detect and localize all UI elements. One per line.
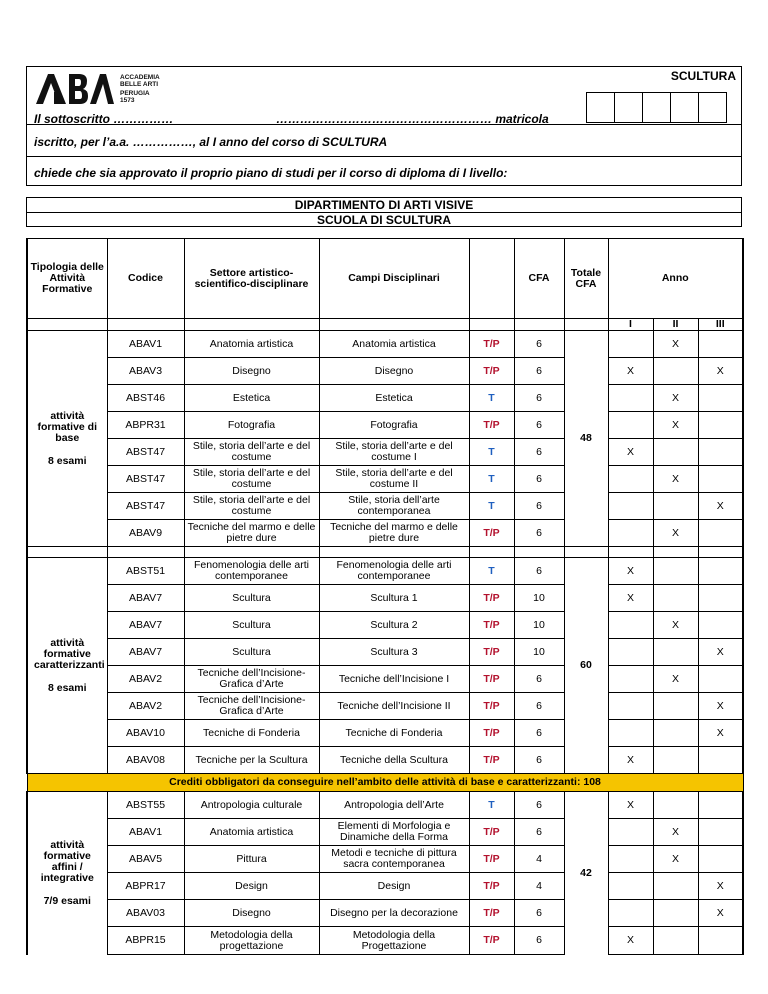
anno-mark-cell — [653, 558, 698, 585]
settore-cell: Stile, storia dell’arte e del costume — [184, 493, 319, 520]
codice-cell: ABAV1 — [107, 819, 184, 846]
spacer-cell — [107, 547, 184, 558]
anno-mark-cell — [698, 520, 743, 547]
campo-cell: Tecniche dell’Incisione II — [319, 693, 469, 720]
anno-mark-cell — [698, 439, 743, 466]
anno-mark-cell: X — [608, 585, 653, 612]
matricola-line: ……………………………………………… matricola — [276, 112, 549, 126]
subheader-blank — [469, 319, 514, 331]
codice-cell: ABAV2 — [107, 693, 184, 720]
settore-cell: Anatomia artistica — [184, 819, 319, 846]
settore-cell: Fenomenologia delle arti contemporanee — [184, 558, 319, 585]
cfa-cell: 6 — [514, 819, 564, 846]
tipo-cell: T/P — [469, 666, 514, 693]
matricola-box[interactable] — [670, 92, 699, 123]
tipo-cell: T/P — [469, 585, 514, 612]
anno-mark-cell: X — [653, 666, 698, 693]
settore-cell: Design — [184, 873, 319, 900]
anno-mark-cell — [653, 900, 698, 927]
table-row — [27, 666, 743, 693]
spacer-cell — [469, 547, 514, 558]
anno-mark-cell — [608, 693, 653, 720]
anno-mark-cell: X — [698, 493, 743, 520]
codice-cell: ABPR15 — [107, 927, 184, 955]
anno-mark-cell — [698, 466, 743, 493]
anno-mark-cell: X — [608, 927, 653, 955]
col-anno-iii: III — [698, 319, 743, 331]
campo-cell: Scultura 3 — [319, 639, 469, 666]
campo-cell: Estetica — [319, 385, 469, 412]
school-title: SCUOLA DI SCULTURA — [27, 212, 741, 226]
cfa-cell: 6 — [514, 900, 564, 927]
matricola-box[interactable] — [614, 92, 643, 123]
anno-mark-cell — [698, 846, 743, 873]
settore-cell: Scultura — [184, 639, 319, 666]
campo-cell: Anatomia artistica — [319, 331, 469, 358]
cfa-cell: 6 — [514, 493, 564, 520]
anno-mark-cell — [653, 358, 698, 385]
tipo-cell: T — [469, 558, 514, 585]
anno-mark-cell: X — [608, 747, 653, 774]
table-row — [27, 900, 743, 927]
spacer-cell — [514, 547, 564, 558]
subheader-blank — [107, 319, 184, 331]
anno-mark-cell: X — [653, 412, 698, 439]
anno-mark-cell — [608, 412, 653, 439]
anno-mark-cell — [653, 927, 698, 955]
table-row — [27, 639, 743, 666]
spacer-cell — [608, 547, 653, 558]
tipo-cell: T/P — [469, 927, 514, 955]
settore-cell: Tecniche di Fonderia — [184, 720, 319, 747]
anno-mark-cell: X — [653, 846, 698, 873]
school-label: SCULTURA — [670, 69, 736, 83]
campo-cell: Stile, storia dell’arte e del costume I — [319, 439, 469, 466]
cfa-cell: 10 — [514, 639, 564, 666]
codice-cell: ABAV5 — [107, 846, 184, 873]
cfa-cell: 10 — [514, 612, 564, 639]
anno-mark-cell — [653, 873, 698, 900]
codice-cell: ABAV2 — [107, 666, 184, 693]
codice-cell: ABAV03 — [107, 900, 184, 927]
anno-mark-cell — [698, 666, 743, 693]
logo-line-1: ACCADEMIA — [120, 74, 160, 81]
settore-cell: Scultura — [184, 585, 319, 612]
codice-cell: ABST47 — [107, 493, 184, 520]
campo-cell: Tecniche del marmo e delle pietre dure — [319, 520, 469, 547]
anno-mark-cell: X — [698, 358, 743, 385]
group-total: 48 — [564, 331, 608, 547]
cfa-cell: 6 — [514, 358, 564, 385]
anno-mark-cell: X — [653, 520, 698, 547]
table-row — [27, 612, 743, 639]
cfa-cell: 6 — [514, 385, 564, 412]
col-anno: Anno — [608, 239, 743, 319]
anno-mark-cell — [608, 666, 653, 693]
credits-row — [27, 774, 743, 792]
anno-mark-cell — [698, 558, 743, 585]
anno-mark-cell — [698, 385, 743, 412]
codice-cell: ABAV10 — [107, 720, 184, 747]
cfa-cell: 6 — [514, 466, 564, 493]
tipo-cell: T/P — [469, 846, 514, 873]
tipo-cell: T/P — [469, 819, 514, 846]
campo-cell: Fenomenologia delle arti contemporanee — [319, 558, 469, 585]
cfa-cell: 6 — [514, 693, 564, 720]
settore-cell: Disegno — [184, 900, 319, 927]
table-row — [27, 720, 743, 747]
logo-line-2: BELLE ARTI — [120, 81, 159, 88]
matricola-box[interactable] — [642, 92, 671, 123]
matricola-box[interactable] — [698, 92, 727, 123]
campo-cell: Scultura 2 — [319, 612, 469, 639]
iscritto-line: iscritto, per l’a.a. ……………, al I anno del corso di SCULTURA — [34, 135, 388, 149]
cfa-cell: 6 — [514, 747, 564, 774]
col-anno-ii: II — [653, 319, 698, 331]
codice-cell: ABAV1 — [107, 331, 184, 358]
anno-mark-cell — [698, 792, 743, 819]
tipo-cell: T/P — [469, 693, 514, 720]
logo-line-3: PERUGIA — [120, 90, 150, 97]
cfa-cell: 4 — [514, 873, 564, 900]
codice-cell: ABST51 — [107, 558, 184, 585]
anno-mark-cell — [608, 639, 653, 666]
campo-cell: Design — [319, 873, 469, 900]
campo-cell: Tecniche di Fonderia — [319, 720, 469, 747]
group-title: attività formative affini / integrative — [40, 838, 94, 884]
anno-mark-cell — [653, 585, 698, 612]
settore-cell: Fotografia — [184, 412, 319, 439]
campo-cell: Stile, storia dell’arte e del costume II — [319, 466, 469, 493]
codice-cell: ABPR31 — [107, 412, 184, 439]
table-row — [27, 466, 743, 493]
cfa-cell: 6 — [514, 520, 564, 547]
settore-cell: Anatomia artistica — [184, 331, 319, 358]
campo-cell: Fotografia — [319, 412, 469, 439]
table-row — [27, 846, 743, 873]
settore-cell: Tecniche dell’Incisione-Grafica d’Arte — [184, 666, 319, 693]
settore-cell: Antropologia culturale — [184, 792, 319, 819]
anno-mark-cell — [608, 520, 653, 547]
subheader-blank — [184, 319, 319, 331]
anno-mark-cell — [698, 412, 743, 439]
settore-cell: Metodologia della progettazione — [184, 927, 319, 955]
table-row — [27, 520, 743, 547]
anno-mark-cell: X — [653, 819, 698, 846]
table-row — [27, 385, 743, 412]
anno-mark-cell — [608, 819, 653, 846]
spacer-cell — [653, 547, 698, 558]
codice-cell: ABAV3 — [107, 358, 184, 385]
anno-mark-cell — [608, 331, 653, 358]
anno-mark-cell — [653, 693, 698, 720]
cfa-cell: 6 — [514, 439, 564, 466]
group-label — [27, 792, 107, 955]
codice-cell: ABAV7 — [107, 639, 184, 666]
tipo-cell: T — [469, 439, 514, 466]
anno-mark-cell: X — [608, 792, 653, 819]
group-total: 60 — [564, 558, 608, 774]
group-total: 42 — [564, 792, 608, 955]
tipo-cell: T — [469, 792, 514, 819]
codice-cell: ABST47 — [107, 439, 184, 466]
table-row — [27, 747, 743, 774]
campo-cell: Scultura 1 — [319, 585, 469, 612]
subheader-blank — [564, 319, 608, 331]
subheader-blank — [514, 319, 564, 331]
study-plan-table — [26, 238, 744, 955]
cfa-cell: 10 — [514, 585, 564, 612]
table-row — [27, 358, 743, 385]
matricola-boxes[interactable] — [587, 92, 727, 123]
spacer-cell — [698, 547, 743, 558]
department-box — [26, 197, 742, 227]
anno-mark-cell: X — [653, 331, 698, 358]
table-row — [27, 493, 743, 520]
subheader-blank — [319, 319, 469, 331]
richiesta-line: chiede che sia approvato il proprio piano di studi per il corso di diploma di I livello: — [34, 166, 508, 180]
tipo-cell: T/P — [469, 720, 514, 747]
tipo-cell: T/P — [469, 358, 514, 385]
anno-mark-cell — [698, 331, 743, 358]
group-label — [27, 558, 107, 774]
codice-cell: ABPR17 — [107, 873, 184, 900]
anno-mark-cell — [653, 493, 698, 520]
anno-mark-cell — [653, 747, 698, 774]
divider — [26, 156, 742, 157]
anno-mark-cell: X — [608, 558, 653, 585]
table-row — [27, 819, 743, 846]
campo-cell: Tecniche della Scultura — [319, 747, 469, 774]
spacer-cell — [319, 547, 469, 558]
codice-cell: ABAV7 — [107, 612, 184, 639]
settore-cell: Tecniche del marmo e delle pietre dure — [184, 520, 319, 547]
table-row — [27, 927, 743, 955]
spacer-cell — [564, 547, 608, 558]
credits-note: Crediti obbligatori da conseguire nell’ambito delle attività di base e caratterizzanti: 108 — [27, 774, 743, 792]
cfa-cell: 6 — [514, 792, 564, 819]
campo-cell: Antropologia dell’Arte — [319, 792, 469, 819]
campo-cell: Disegno — [319, 358, 469, 385]
campo-cell: Tecniche dell’Incisione I — [319, 666, 469, 693]
campo-cell: Metodologia della Progettazione — [319, 927, 469, 955]
anno-mark-cell — [608, 466, 653, 493]
col-settore: Settore artistico-scientifico-disciplinare — [184, 239, 319, 319]
codice-cell: ABST47 — [107, 466, 184, 493]
anno-mark-cell — [653, 639, 698, 666]
anno-mark-cell — [608, 720, 653, 747]
cfa-cell: 4 — [514, 846, 564, 873]
settore-cell: Disegno — [184, 358, 319, 385]
table-row — [27, 585, 743, 612]
anno-mark-cell: X — [653, 385, 698, 412]
col-totale: Totale CFA — [564, 239, 608, 319]
cfa-cell: 6 — [514, 558, 564, 585]
anno-mark-cell — [698, 747, 743, 774]
anno-mark-cell — [698, 927, 743, 955]
tipo-cell: T/P — [469, 639, 514, 666]
table-row — [27, 439, 743, 466]
group-count: 8 esami — [47, 454, 87, 467]
settore-cell: Pittura — [184, 846, 319, 873]
tipo-cell: T/P — [469, 520, 514, 547]
subheader-blank — [27, 319, 107, 331]
tipo-cell: T/P — [469, 412, 514, 439]
tipo-cell: T/P — [469, 612, 514, 639]
logo-line-4: 1573 — [120, 97, 135, 104]
codice-cell: ABAV9 — [107, 520, 184, 547]
tipo-cell: T — [469, 493, 514, 520]
group-spacer — [27, 547, 743, 558]
sottoscritto-line: Il sottoscritto …………… — [34, 112, 174, 126]
anno-mark-cell: X — [653, 612, 698, 639]
anno-mark-cell — [608, 493, 653, 520]
department-title: DIPARTIMENTO DI ARTI VISIVE — [294, 198, 474, 212]
col-tipologia: Tipologia delle Attività Formative — [27, 239, 107, 319]
anno-mark-cell: X — [698, 693, 743, 720]
codice-cell: ABAV7 — [107, 585, 184, 612]
matricola-box[interactable] — [586, 92, 615, 123]
group-count: 8 esami — [47, 681, 87, 694]
col-cfa: CFA — [514, 239, 564, 319]
group-label — [27, 331, 107, 547]
anno-mark-cell: X — [608, 358, 653, 385]
campo-cell: Disegno per la decorazione — [319, 900, 469, 927]
table-row — [27, 792, 743, 819]
campo-cell: Stile, storia dell’arte contemporanea — [319, 493, 469, 520]
anno-mark-cell — [653, 720, 698, 747]
tipo-cell: T/P — [469, 900, 514, 927]
anno-mark-cell — [698, 612, 743, 639]
tipo-cell: T/P — [469, 747, 514, 774]
col-campi: Campi Disciplinari — [319, 239, 469, 319]
settore-cell: Tecniche dell’Incisione-Grafica d’Arte — [184, 693, 319, 720]
anno-mark-cell: X — [698, 873, 743, 900]
anno-mark-cell — [608, 846, 653, 873]
tipo-cell: T/P — [469, 873, 514, 900]
anno-mark-cell: X — [608, 439, 653, 466]
codice-cell: ABAV08 — [107, 747, 184, 774]
table-row — [27, 412, 743, 439]
anno-mark-cell — [698, 819, 743, 846]
table-header-row — [27, 239, 743, 319]
group-count: 7/9 esami — [43, 894, 91, 907]
codice-cell: ABST55 — [107, 792, 184, 819]
cfa-cell: 6 — [514, 927, 564, 955]
settore-cell: Stile, storia dell’arte e del costume — [184, 466, 319, 493]
tipo-cell: T/P — [469, 331, 514, 358]
anno-mark-cell — [608, 612, 653, 639]
anno-mark-cell — [698, 585, 743, 612]
table-row — [27, 331, 743, 358]
anno-mark-cell: X — [698, 720, 743, 747]
settore-cell: Tecniche per la Scultura — [184, 747, 319, 774]
anno-mark-cell — [608, 385, 653, 412]
campo-cell: Metodi e tecniche di pittura sacra contemporanea — [319, 846, 469, 873]
divider — [26, 124, 742, 125]
anno-mark-cell — [608, 873, 653, 900]
anno-mark-cell: X — [653, 466, 698, 493]
tipo-cell: T — [469, 385, 514, 412]
codice-cell: ABST46 — [107, 385, 184, 412]
table-row — [27, 558, 743, 585]
table-row — [27, 693, 743, 720]
table-subheader-row — [27, 319, 743, 331]
cfa-cell: 6 — [514, 412, 564, 439]
tipo-cell: T — [469, 466, 514, 493]
spacer-cell — [184, 547, 319, 558]
settore-cell: Stile, storia dell’arte e del costume — [184, 439, 319, 466]
group-title: attività formative di base — [37, 409, 97, 444]
anno-mark-cell — [653, 792, 698, 819]
cfa-cell: 6 — [514, 331, 564, 358]
col-anno-i: I — [608, 319, 653, 331]
settore-cell: Scultura — [184, 612, 319, 639]
cfa-cell: 6 — [514, 666, 564, 693]
spacer-cell — [27, 547, 107, 558]
col-codice: Codice — [107, 239, 184, 319]
anno-mark-cell — [608, 900, 653, 927]
anno-mark-cell — [653, 439, 698, 466]
anno-mark-cell: X — [698, 639, 743, 666]
campo-cell: Elementi di Morfologia e Dinamiche della Forma — [319, 819, 469, 846]
anno-mark-cell: X — [698, 900, 743, 927]
col-tipo — [469, 239, 514, 319]
table-row — [27, 873, 743, 900]
group-title: attività formative caratterizzanti — [34, 636, 105, 671]
accademia-logo — [34, 70, 174, 110]
settore-cell: Estetica — [184, 385, 319, 412]
cfa-cell: 6 — [514, 720, 564, 747]
